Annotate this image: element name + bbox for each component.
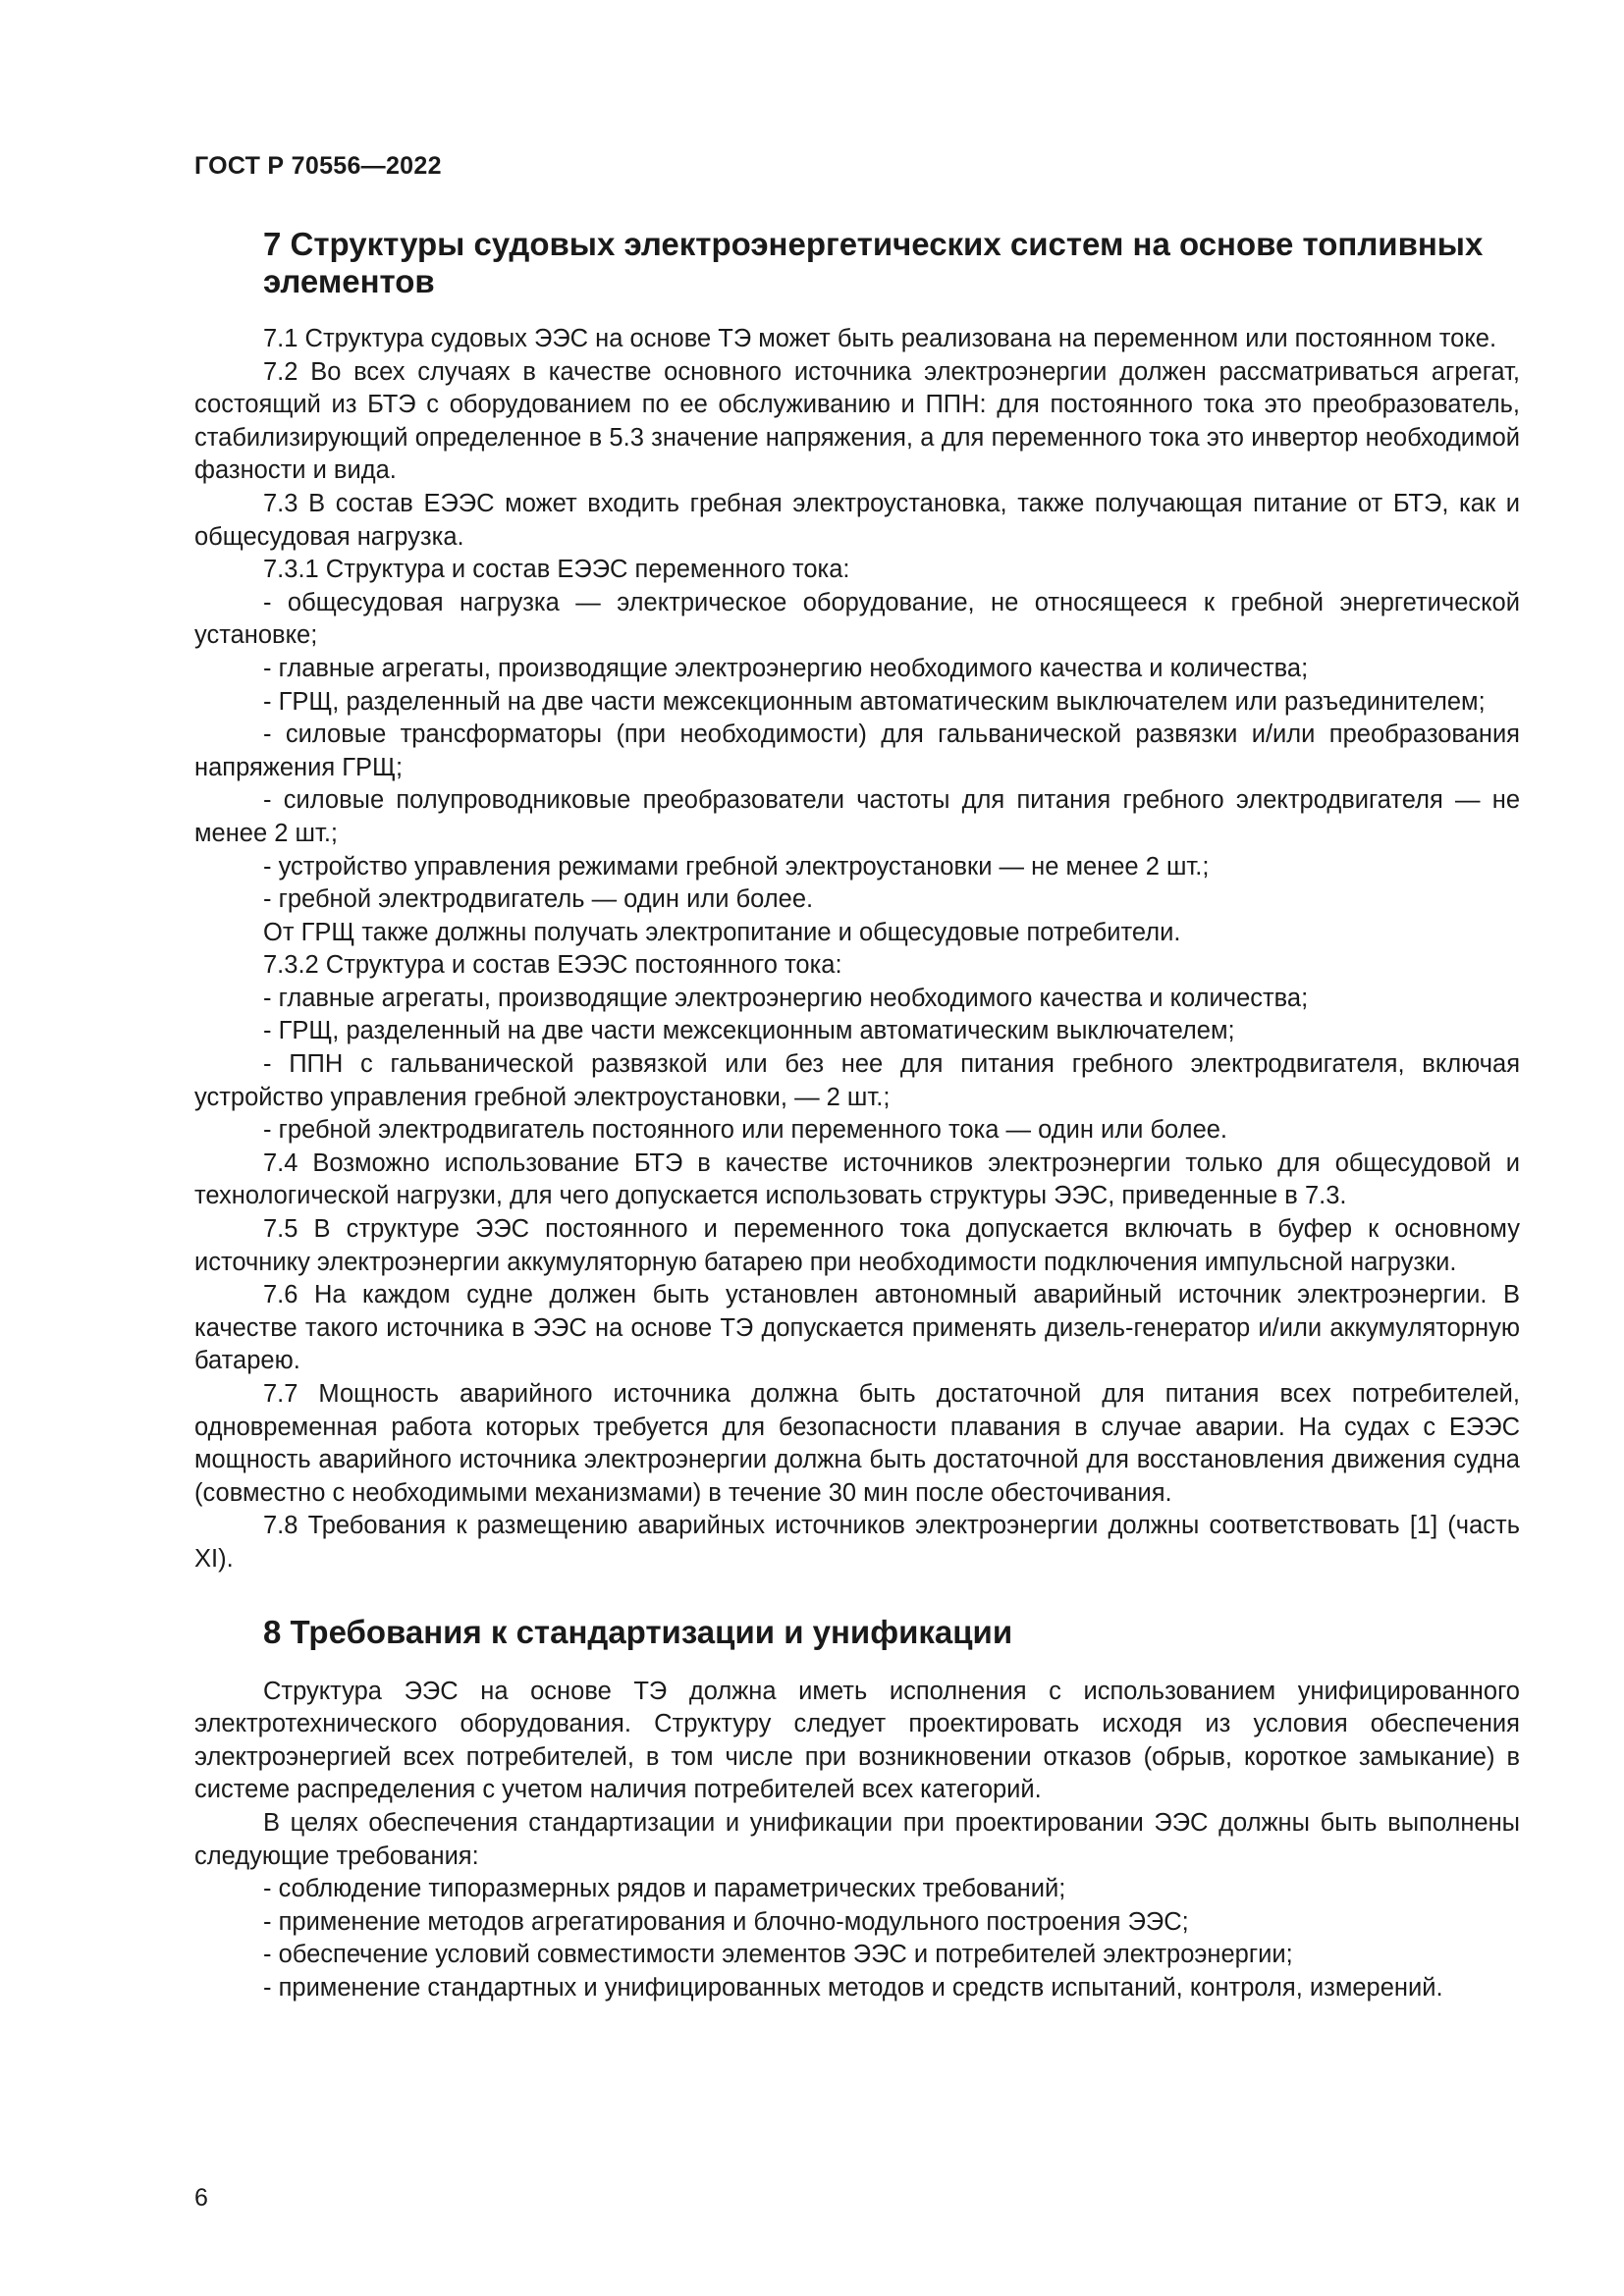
document-body <box>194 226 1520 2005</box>
list-item: - применение стандартных и унифицированных методов и средств испытаний, контроля, измерений. <box>263 1973 1443 2002</box>
list-item: - гребной электродвигатель — один или более. <box>263 885 814 914</box>
list-item: - главные агрегаты, производящие электроэнергию необходимого качества и количества; <box>263 984 1309 1012</box>
paragraph: От ГРЩ также должны получать электропитание и общесудовые потребители. <box>263 918 1181 946</box>
list-item: - применение методов агрегатирования и блочно-модульного построения ЭЭС; <box>263 1907 1189 1936</box>
section-7-title: 7 Структуры судовых электроэнергетических систем на основе топливных элементов <box>263 226 1484 299</box>
list-item: - силовые полупроводниковые преобразователи частоты для питания гребного электродвигателя — не менее 2 шт.; <box>194 786 1520 847</box>
list-item: - ППН с гальванической развязкой или без нее для питания гребного электродвигателя, включая устройство управления гребной электроустановки, — 2 шт.; <box>194 1050 1520 1111</box>
document-header: ГОСТ Р 70556—2022 <box>194 152 442 180</box>
list-item: - соблюдение типоразмерных рядов и параметрических требований; <box>263 1875 1066 1903</box>
list-item: - общесудовая нагрузка — электрическое оборудование, не относящееся к гребной энергетической установке; <box>194 588 1520 650</box>
paragraph: 7.2 Во всех случаях в качестве основного источника электроэнергии должен рассматриваться агрегат, состоящий из БТЭ с оборудованием по ее обслуживанию и ППН: для постоянного тока это преобразователь, стабилизирующий определенное в 5.3 значение напряжения, а для переменного тока это инвертор необходимой фазности и вида. <box>194 357 1520 485</box>
list-item: - главные агрегаты, производящие электроэнергию необходимого качества и количества; <box>263 654 1309 682</box>
paragraph: 7.4 Возможно использование БТЭ в качестве источников электроэнергии только для общесудовой и технологической нагрузки, для чего допускается использовать структуры ЭЭС, приведенные в 7.3. <box>194 1148 1520 1210</box>
paragraph: 7.8 Требования к размещению аварийных источников электроэнергии должны соответствовать [1] (часть XI). <box>194 1512 1520 1573</box>
section-8-title: 8 Требования к стандартизации и унификации <box>263 1613 1013 1650</box>
list-item: - ГРЩ, разделенный на две части межсекционным автоматическим выключателем; <box>263 1017 1235 1045</box>
list-item: - гребной электродвигатель постоянного или переменного тока — один или более. <box>263 1116 1228 1145</box>
paragraph: Структура ЭЭС на основе ТЭ должна иметь исполнения с использованием унифицированного электротехнического оборудования. Структуру следует проектировать исходя из условия обеспечения электроэнергией всех потребителей, в том числе при возникновении отказов (обрыв, короткое замыкание) в системе распределения с учетом наличия потребителей всех категорий. <box>194 1677 1520 1804</box>
paragraph: 7.5 В структуре ЭЭС постоянного и переменного тока допускается включать в буфер к основному источнику электроэнергии аккумуляторную батарею при необходимости подключения импульсной нагрузки. <box>194 1215 1520 1276</box>
paragraph: 7.6 На каждом судне должен быть установлен автономный аварийный источник электроэнергии. В качестве такого источника в ЭЭС на основе ТЭ допускается применять дизель-генератор и/или аккумуляторную батарею. <box>194 1281 1520 1375</box>
paragraph: 7.3.1 Структура и состав ЕЭЭС переменного тока: <box>263 556 850 584</box>
page-number: 6 <box>194 2184 208 2212</box>
list-item: - обеспечение условий совместимости элементов ЭЭС и потребителей электроэнергии; <box>263 1941 1293 1969</box>
section-8-body <box>194 1676 1520 2005</box>
section-7-body <box>194 323 1520 1576</box>
list-item: - ГРЩ, разделенный на две части межсекционным автоматическим выключателем или разъединителем; <box>263 687 1486 716</box>
paragraph: 7.1 Структура судовых ЭЭС на основе ТЭ может быть реализована на переменном или постоянном токе. <box>263 325 1497 352</box>
paragraph: 7.3 В состав ЕЭЭС может входить гребная электроустановка, также получающая питание от БТЭ, как и общесудовая нагрузка. <box>194 489 1520 551</box>
paragraph: В целях обеспечения стандартизации и унификации при проектировании ЭЭС должны быть выполнены следующие требования: <box>194 1808 1520 1870</box>
paragraph: 7.7 Мощность аварийного источника должна быть достаточной для питания всех потребителей, одновременная работа которых требуется для безопасности плавания в случае аварии. На судах с ЕЭЭС мощность аварийного источника электроэнергии должна быть достаточной для восстановления движения судна (совместно с необходимыми механизмами) в течение 30 мин после обесточивания. <box>194 1380 1520 1507</box>
list-item: - силовые трансформаторы (при необходимости) для гальванической развязки и/или преобразования напряжения ГРЩ; <box>194 721 1520 781</box>
paragraph: 7.3.2 Структура и состав ЕЭЭС постоянного тока: <box>263 951 842 980</box>
list-item: - устройство управления режимами гребной электроустановки — не менее 2 шт.; <box>263 852 1210 881</box>
